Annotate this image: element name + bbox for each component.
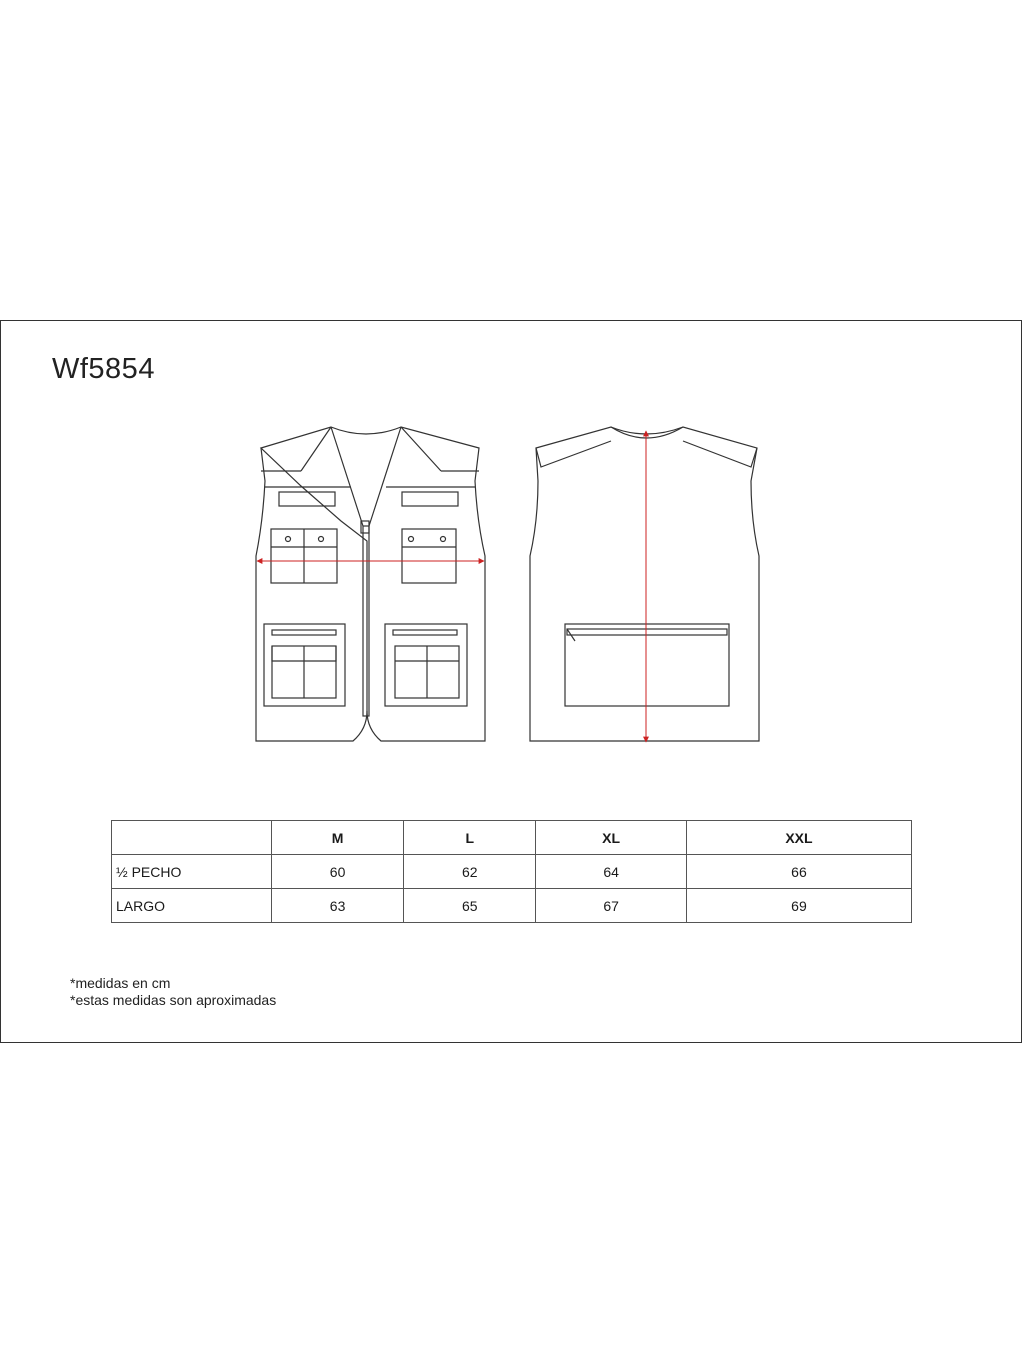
table-cell: 65 [404,889,536,923]
table-cell: 60 [272,855,404,889]
note-units: *medidas en cm [70,975,171,991]
table-row [112,889,912,923]
header-cell-m: M [272,821,404,855]
table-cell: 62 [404,855,536,889]
spec-sheet [0,320,1022,1043]
header-cell-xl: XL [536,821,687,855]
table-cell: 67 [536,889,687,923]
footnotes [70,975,276,1009]
table-cell: 66 [686,855,911,889]
header-cell-l: L [404,821,536,855]
vest-technical-drawing [246,421,771,751]
row-label: LARGO [112,889,272,923]
vest-back-drawing [530,427,759,741]
product-code-title: Wf5854 [52,353,155,385]
row-label: ½ PECHO [112,855,272,889]
table-row [112,855,912,889]
table-cell: 64 [536,855,687,889]
table-header-row [112,821,912,855]
header-cell-empty [112,821,272,855]
note-approximate: *estas medidas son aproximadas [70,992,277,1008]
vest-front-drawing [256,427,485,741]
table-cell: 69 [686,889,911,923]
header-cell-xxl: XXL [686,821,911,855]
table-cell: 63 [272,889,404,923]
size-chart-table [111,820,912,923]
